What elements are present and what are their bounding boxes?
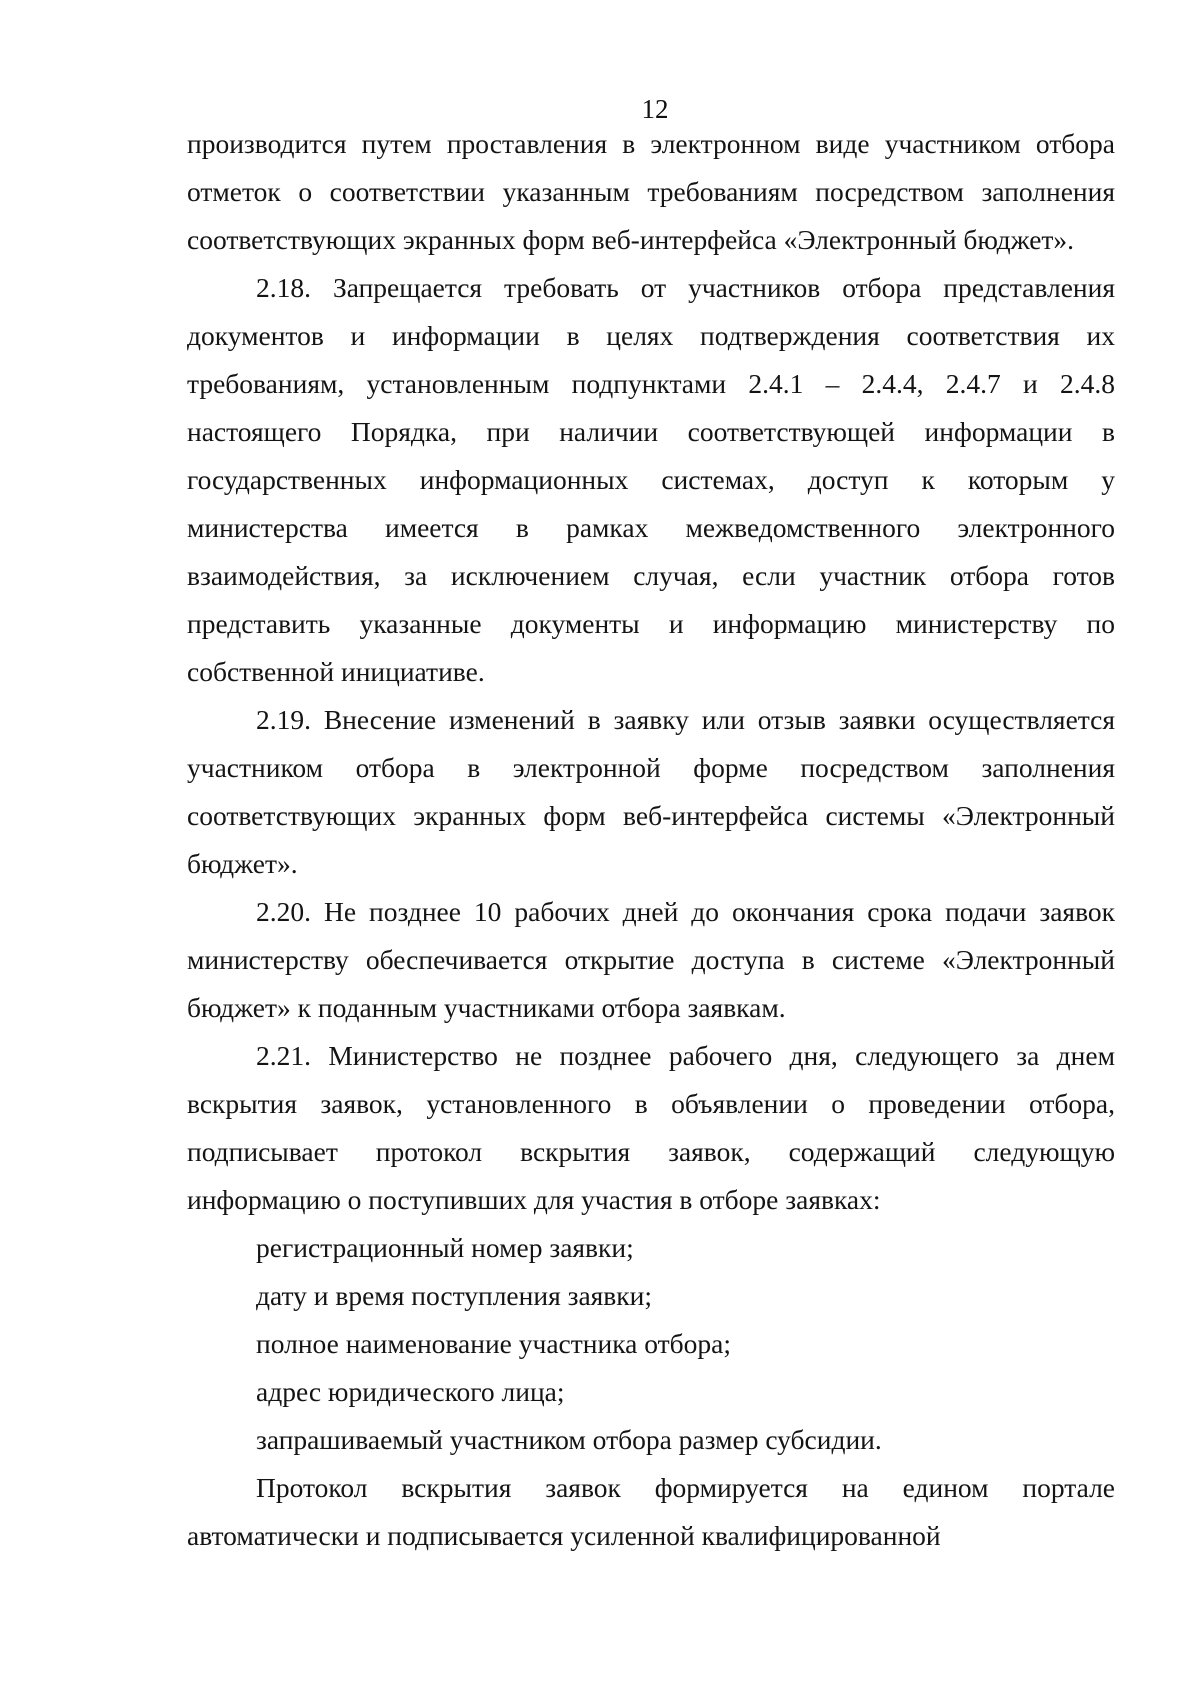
list-item: регистрационный номер заявки;	[256, 1232, 634, 1263]
paragraph-2-18: 2.18. Запрещается требовать от участников отбора представления документов и информации в целях подтверждения соответствия их требованиям, установленным подпунктами 2.4.1 – 2.4.4, 2.4.7 и 2.4.8 настоящего Порядка, при наличии соответствующей информации в государственных информационных системах, доступ к которым у министерства имеется в рамках межведомственного электронного взаимодействия, за исключением случая, если участник отбора готов представить указанные документы и информацию министерству по собственной инициативе.	[187, 272, 1115, 687]
paragraph-2-20: 2.20. Не позднее 10 рабочих дней до окончания срока подачи заявок министерству обеспечивается открытие доступа в системе «Электронный бюджет» к поданным участниками отбора заявкам.	[187, 896, 1115, 1023]
paragraph-2-19: 2.19. Внесение изменений в заявку или отзыв заявки осуществляется участником отбора в электронной форме посредством заполнения соответствующих экранных форм веб-интерфейса системы «Электронный бюджет».	[187, 704, 1115, 879]
list-item: запрашиваемый участником отбора размер субсидии.	[256, 1424, 882, 1455]
document-body	[187, 120, 1115, 1560]
page-number: 12	[641, 94, 669, 124]
paragraph-protocol: Протокол вскрытия заявок формируется на едином портале автоматически и подписывается усиленной квалифицированной	[187, 1472, 1115, 1551]
list-item: адрес юридического лица;	[256, 1376, 565, 1407]
list-item: полное наименование участника отбора;	[256, 1328, 731, 1359]
paragraph-2-21: 2.21. Министерство не позднее рабочего дня, следующего за днем вскрытия заявок, установленного в объявлении о проведении отбора, подписывает протокол вскрытия заявок, содержащий следующую информацию о поступивших для участия в отборе заявках:	[187, 1040, 1115, 1215]
list-item: дату и время поступления заявки;	[256, 1280, 653, 1311]
paragraph-continuation: производится путем проставления в электронном виде участником отбора отметок о соответствии указанным требованиям посредством заполнения соответствующих экранных форм веб-интерфейса «Электронный бюджет».	[187, 128, 1115, 255]
